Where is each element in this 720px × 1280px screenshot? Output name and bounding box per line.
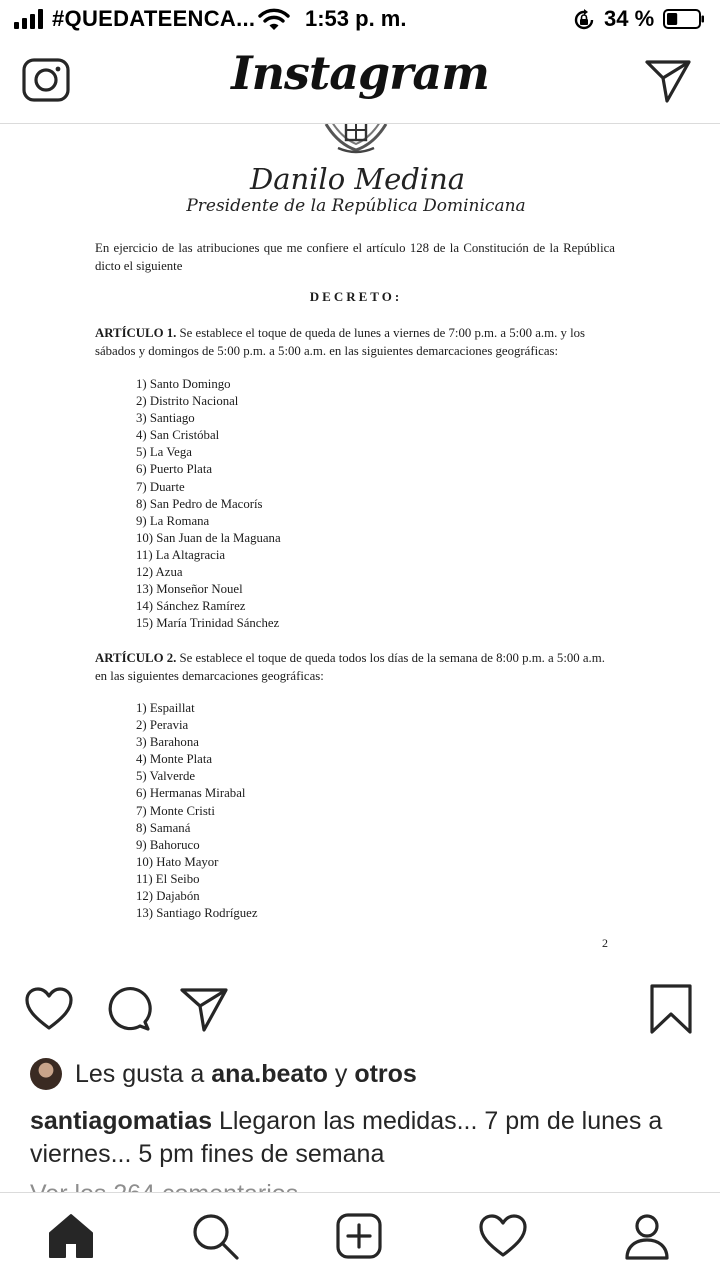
battery-icon [663,9,705,29]
post-caption [30,1105,690,1171]
rotation-lock-icon [572,8,596,32]
list-item: 7) Monte Cristi [136,803,215,818]
wifi-icon [258,8,290,32]
list-item: 1) Espaillat [136,701,195,715]
list-item: 6) Puerto Plata [136,462,213,477]
share-button[interactable] [178,984,230,1034]
caption-text: Llegaron las medidas... 7 pm de lunes a viernes... 5 pm fines de semana [30,1107,663,1168]
coat-of-arms-seal [318,124,394,156]
list-item: 2) Distrito Nacional [136,394,239,409]
battery-percent: 34 % [604,6,655,31]
list-item: 6) Hermanas Mirabal [136,786,246,801]
likes-others[interactable]: otros [354,1060,417,1088]
list-item: 8) Samaná [136,820,191,835]
post-image[interactable] [0,124,720,960]
list-item: 4) Monte Plata [136,752,213,767]
list-item: 9) Bahoruco [136,837,200,852]
list-item: 14) Sánchez Ramírez [136,599,246,614]
paper-plane-icon [642,54,694,106]
camera-icon [20,54,72,106]
likes-prefix: Les gusta a [75,1060,212,1088]
plus-square-icon [334,1211,384,1261]
like-button[interactable] [24,984,74,1034]
list-item: 10) San Juan de la Maguana [136,530,281,545]
list-item: 1) Santo Domingo [136,377,231,391]
paper-plane-icon [178,984,230,1034]
liker-avatar[interactable] [30,1058,62,1090]
likes-conjunction: y [327,1060,355,1088]
status-bar [0,0,720,40]
list-item: 5) Valverde [136,769,196,784]
article-1-label: ARTÍCULO 1. [95,326,177,340]
signature-title: Presidente de la República Dominicana [186,196,526,216]
instagram-logo: Instagram [231,46,489,100]
list-item: 7) Duarte [136,479,185,494]
list-item: 3) Barahona [136,735,199,750]
list-item: 15) María Trinidad Sánchez [136,616,280,631]
list-item: 5) La Vega [136,445,192,460]
bottom-navigation [0,1192,720,1280]
nav-activity[interactable] [478,1211,528,1261]
app-header [0,40,720,124]
camera-button[interactable] [20,54,72,106]
list-item: 9) La Romana [136,513,210,528]
clock: 1:53 p. m. [305,6,407,31]
list-item: 11) El Seibo [136,871,200,886]
list-item: 11) La Altagracia [136,547,226,562]
heart-icon [478,1211,528,1261]
speech-bubble-icon [102,984,152,1034]
carrier-name: #QUEDATEENCA... [52,6,256,31]
comment-button[interactable] [102,984,152,1034]
article-2-list [136,700,258,922]
list-item: 3) Santiago [136,411,195,426]
list-item: 13) Santiago Rodríguez [136,906,258,921]
list-item: 2) Peravia [136,718,189,733]
save-button[interactable] [646,982,696,1036]
article-1 [95,324,615,360]
article-2-text: Se establece el toque de queda todos los días de la semana de 8:00 p.m. a 5:00 a.m. en las siguientes demarcaciones geográficas: [95,651,605,683]
nav-new-post[interactable] [334,1211,384,1261]
search-icon [190,1211,240,1261]
document-intro: En ejercicio de las atribuciones que me confiere el artículo 128 de la Constitución de la República dicto el siguiente [95,241,615,273]
page-number: 2 [602,936,608,950]
likes-summary[interactable] [75,1060,417,1089]
article-1-text: Se establece el toque de queda de lunes a viernes de 7:00 p.m. a 5:00 a.m. y los sábados y domingos de 5:00 p.m. a 5:00 a.m. en las siguientes demarcaciones geográficas: [95,326,585,358]
heart-icon [24,984,74,1034]
signature-name: Danilo Medina [249,162,466,196]
article-1-list [136,376,281,632]
home-icon [46,1211,96,1261]
direct-messages-button[interactable] [642,54,694,106]
nav-search[interactable] [190,1211,240,1261]
nav-profile[interactable] [622,1211,672,1261]
list-item: 8) San Pedro de Macorís [136,496,263,511]
likes-user[interactable]: ana.beato [211,1060,328,1088]
signal-icon [14,9,48,29]
list-item: 12) Dajabón [136,889,200,904]
article-2 [95,649,615,685]
nav-home[interactable] [46,1211,96,1261]
list-item: 10) Hato Mayor [136,854,219,869]
bookmark-icon [646,982,696,1036]
document-heading: DECRETO: [309,289,403,304]
profile-icon [622,1211,672,1261]
list-item: 12) Azua [136,565,183,580]
list-item: 4) San Cristóbal [136,428,220,443]
list-item: 13) Monseñor Nouel [136,582,243,597]
article-2-label: ARTÍCULO 2. [95,651,177,665]
caption-username[interactable]: santiagomatias [30,1107,213,1135]
